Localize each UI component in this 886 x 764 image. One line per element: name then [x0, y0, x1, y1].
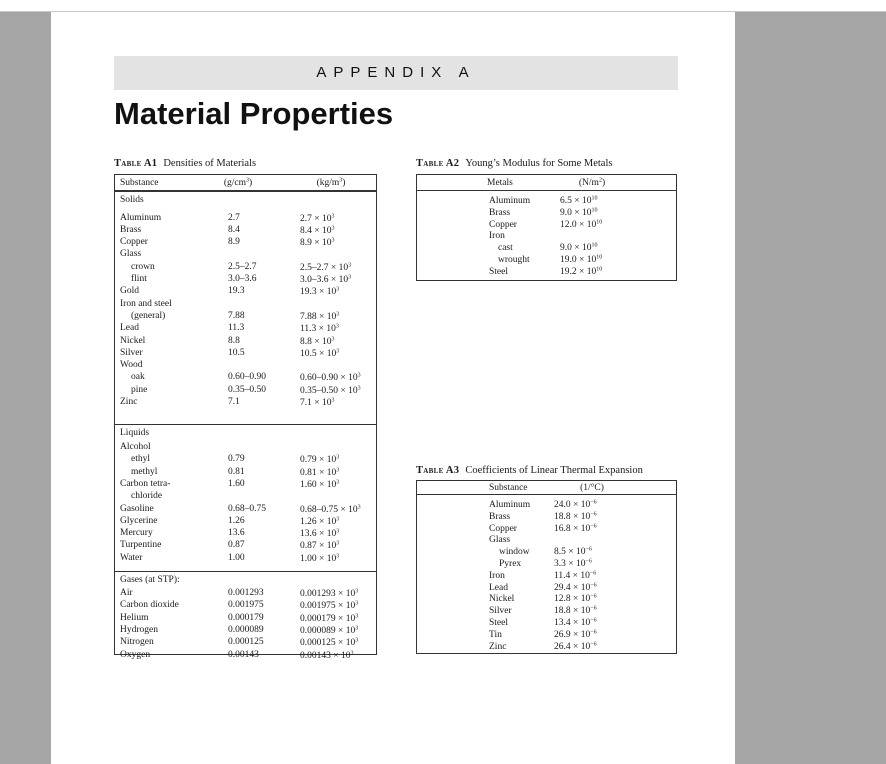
density-g-cm3: 7.1 — [228, 397, 240, 407]
substance-name: Tin — [489, 629, 502, 640]
substance-name: Nickel — [120, 335, 146, 346]
density-kg-m3: $0.87 \times 10^3$ — [300, 540, 340, 552]
density-g-cm3: 0.81 — [228, 466, 245, 477]
density-kg-m3: $0.000179 \times 10^3$ — [300, 613, 359, 624]
expansion-coefficient: $18.8 \times 10^{-6}$ — [554, 511, 597, 522]
substance-name: Silver — [489, 606, 512, 617]
density-g-cm3: 0.60–0.90 — [228, 372, 266, 383]
density-g-cm3: 0.000125 — [228, 637, 264, 648]
density-g-cm3: 1.60 — [228, 478, 245, 489]
substance-name: Glass — [489, 535, 511, 546]
expansion-coefficient: $26.9 \times 10^{-6}$ — [554, 629, 597, 640]
substance-name: Nitrogen — [120, 637, 154, 648]
density-kg-m3: $13.6 \times 10^3$ — [300, 528, 340, 540]
density-g-cm3: 0.35–0.50 — [228, 384, 266, 395]
density-kg-m3: $1.26 \times 10^3$ — [300, 516, 340, 527]
density-g-cm3: 0.00143 — [228, 649, 259, 660]
expansion-coefficient: $8.5 \times 10^{-6}$ — [554, 546, 592, 558]
expansion-coefficient: $26.4 \times 10^{-6}$ — [554, 641, 597, 652]
substance-name: oak — [131, 372, 145, 383]
density-kg-m3: $0.00143 \times 10^3$ — [300, 650, 354, 661]
substance-name: Lead — [489, 582, 508, 593]
substance-name: Pyrex — [499, 559, 522, 569]
density-g-cm3: 0.87 — [228, 540, 245, 551]
density-g-cm3: 8.4 — [228, 224, 240, 235]
density-g-cm3: 0.000179 — [228, 612, 264, 623]
density-kg-m3: $0.60-0.90 \times 10^3$ — [300, 372, 361, 384]
substance-name: Water — [120, 552, 143, 563]
metal-name: wrought — [498, 255, 530, 265]
density-kg-m3: $0.81 \times 10^3$ — [300, 467, 340, 478]
table-a1-caption — [114, 158, 256, 169]
substance-name: Glass — [120, 249, 142, 260]
substance-name: Copper — [120, 237, 148, 248]
substance-name: flint — [131, 274, 147, 284]
density-kg-m3: $0.000089 \times 10^3$ — [300, 625, 359, 636]
density-kg-m3: $2.5-2.7 \times 10^3$ — [300, 262, 352, 273]
density-kg-m3: $3.0-3.6 \times 10^3$ — [300, 274, 352, 285]
density-kg-m3: $11.3 \times 10^3$ — [300, 323, 339, 335]
density-kg-m3: $1.60 \times 10^3$ — [300, 479, 340, 490]
density-kg-m3: $8.4 \times 10^3$ — [300, 225, 335, 236]
substance-name: Mercury — [120, 528, 153, 539]
density-kg-m3: $2.7 \times 10^3$ — [300, 213, 335, 224]
table-a1-header — [115, 175, 376, 191]
substance-name: Lead — [120, 323, 139, 334]
density-kg-m3: $0.35-0.50 \times 10^3$ — [300, 385, 361, 396]
substance-name: Aluminum — [489, 500, 531, 510]
table-a3-title: Coefficients of Linear Thermal Expansion — [465, 465, 643, 476]
substance-name: chloride — [131, 491, 163, 502]
substance-name: pine — [131, 384, 148, 395]
substance-name: Zinc — [120, 397, 138, 407]
substance-name: methyl — [131, 466, 158, 477]
table-a2 — [416, 174, 677, 281]
column-header: $(N/m^2)$ — [578, 177, 606, 188]
section-label: Liquids — [120, 428, 150, 438]
expansion-coefficient: $24.0 \times 10^{-6}$ — [554, 499, 597, 510]
substance-name: Turpentine — [120, 540, 162, 551]
substance-name: Iron and steel — [120, 298, 172, 309]
substance-name: Nickel — [489, 594, 515, 605]
table-a1-label: Table A1 — [114, 158, 158, 169]
density-g-cm3: 0.79 — [228, 454, 245, 465]
column-header: Metals — [487, 178, 513, 188]
youngs-modulus-value: $9.0 \times 10^{10}$ — [560, 207, 598, 218]
density-kg-m3: $0.000125 \times 10^3$ — [300, 637, 359, 649]
substance-name: Alcohol — [120, 442, 151, 452]
density-kg-m3: $7.1 \times 10^3$ — [300, 397, 335, 408]
metal-name: Aluminum — [489, 196, 531, 206]
density-g-cm3: 0.68–0.75 — [228, 503, 266, 514]
substance-name: Wood — [120, 360, 143, 371]
youngs-modulus-value: $19.2 \times 10^{10}$ — [560, 266, 603, 277]
substance-name: Carbon dioxide — [120, 600, 179, 611]
expansion-coefficient: $11.4 \times 10^{-6}$ — [554, 570, 597, 581]
density-g-cm3: 11.3 — [228, 323, 245, 334]
table-a2-label: Table A2 — [416, 158, 460, 169]
density-g-cm3: 1.00 — [228, 552, 245, 563]
column-header: $(kg/m^3)$ — [316, 177, 346, 188]
density-kg-m3: $7.88 \times 10^3$ — [300, 311, 340, 322]
youngs-modulus-value: $12.0 \times 10^{10}$ — [560, 219, 603, 230]
substance-name: Silver — [120, 347, 143, 358]
metal-name: Brass — [489, 207, 511, 218]
viewer-top-bar — [0, 0, 886, 12]
youngs-modulus-value: $19.0 \times 10^{10}$ — [560, 254, 603, 265]
page-title: Material Properties — [114, 96, 394, 131]
table-a1 — [114, 174, 377, 661]
substance-name: Copper — [489, 523, 517, 534]
density-kg-m3: $1.00 \times 10^3$ — [300, 553, 340, 564]
density-kg-m3: $19.3 \times 10^3$ — [300, 286, 340, 298]
table-a3-label: Table A3 — [416, 465, 460, 476]
density-g-cm3: 2.7 — [228, 212, 240, 223]
density-g-cm3: 8.8 — [228, 335, 240, 346]
density-g-cm3: 19.3 — [228, 286, 245, 297]
density-g-cm3: 0.000089 — [228, 624, 264, 635]
expansion-coefficient: $16.8 \times 10^{-6}$ — [554, 523, 597, 534]
substance-name: Helium — [120, 612, 149, 623]
youngs-modulus-value: $9.0 \times 10^{10}$ — [560, 242, 598, 254]
substance-name: Zinc — [489, 641, 507, 652]
youngs-modulus-value: $6.5 \times 10^{10}$ — [560, 195, 598, 206]
substance-name: Steel — [489, 618, 508, 628]
density-kg-m3: $8.9 \times 10^3$ — [300, 237, 335, 249]
substance-name: Brass — [120, 224, 142, 235]
column-header: (1/°C) — [580, 483, 604, 493]
substance-name: Gasoline — [120, 503, 154, 514]
expansion-coefficient: $18.8 \times 10^{-6}$ — [554, 605, 597, 617]
column-header: Substance — [120, 178, 159, 188]
document-page — [51, 12, 735, 764]
density-g-cm3: 0.001975 — [228, 600, 264, 611]
metal-name: Copper — [489, 219, 517, 230]
density-g-cm3: 3.0–3.6 — [228, 274, 257, 284]
substance-name: ethyl — [131, 454, 150, 465]
density-g-cm3: 8.9 — [228, 237, 240, 248]
substance-name: Brass — [489, 511, 511, 522]
substance-name: Iron — [489, 570, 505, 581]
density-g-cm3: 13.6 — [228, 528, 245, 539]
density-g-cm3: 10.5 — [228, 347, 245, 358]
table-section — [115, 424, 376, 425]
metal-name: Iron — [489, 231, 505, 242]
table-section — [115, 191, 376, 192]
section-label: Solids — [120, 195, 144, 205]
expansion-coefficient: $12.8 \times 10^{-6}$ — [554, 593, 597, 605]
substance-name: crown — [131, 261, 155, 272]
substance-name: Gold — [120, 286, 139, 297]
substance-name: Aluminum — [120, 212, 162, 223]
density-kg-m3: $0.79 \times 10^3$ — [300, 454, 340, 466]
metal-name: cast — [498, 243, 513, 254]
density-g-cm3: 7.88 — [228, 310, 245, 321]
substance-name: (general) — [131, 310, 166, 321]
column-header: $(g/cm^3)$ — [223, 177, 253, 188]
density-kg-m3: $10.5 \times 10^3$ — [300, 348, 340, 359]
appendix-heading: APPENDIX A — [114, 56, 678, 90]
substance-name: Glycerine — [120, 515, 158, 526]
substance-name: Carbon tetra- — [120, 478, 171, 489]
table-a2-header — [417, 175, 676, 191]
substance-name: Oxygen — [120, 649, 151, 660]
table-a3-header — [417, 481, 676, 495]
density-g-cm3: 2.5–2.7 — [228, 261, 257, 272]
substance-name: Hydrogen — [120, 624, 158, 635]
substance-name: Air — [120, 588, 133, 598]
expansion-coefficient: $29.4 \times 10^{-6}$ — [554, 582, 597, 593]
density-g-cm3: 0.001293 — [228, 588, 264, 598]
table-a3 — [416, 480, 677, 654]
density-kg-m3: $8.8 \times 10^3$ — [300, 336, 335, 347]
density-kg-m3: $0.68-0.75 \times 10^3$ — [300, 504, 361, 515]
table-a3-caption — [416, 465, 643, 476]
metal-name: Steel — [489, 266, 508, 277]
density-kg-m3: $0.001975 \times 10^3$ — [300, 600, 359, 612]
substance-name: window — [499, 547, 530, 558]
section-label: Gases (at STP): — [120, 575, 180, 585]
table-section — [115, 571, 376, 572]
expansion-coefficient: $3.3 \times 10^{-6}$ — [554, 558, 592, 569]
density-g-cm3: 1.26 — [228, 515, 245, 526]
column-header: Substance — [489, 483, 528, 493]
density-kg-m3: $0.001293 \times 10^3$ — [300, 588, 359, 599]
table-a2-title: Young’s Modulus for Some Metals — [465, 158, 613, 169]
table-a2-caption — [416, 158, 612, 169]
expansion-coefficient: $13.4 \times 10^{-6}$ — [554, 617, 597, 628]
table-a1-title: Densities of Materials — [163, 158, 257, 169]
